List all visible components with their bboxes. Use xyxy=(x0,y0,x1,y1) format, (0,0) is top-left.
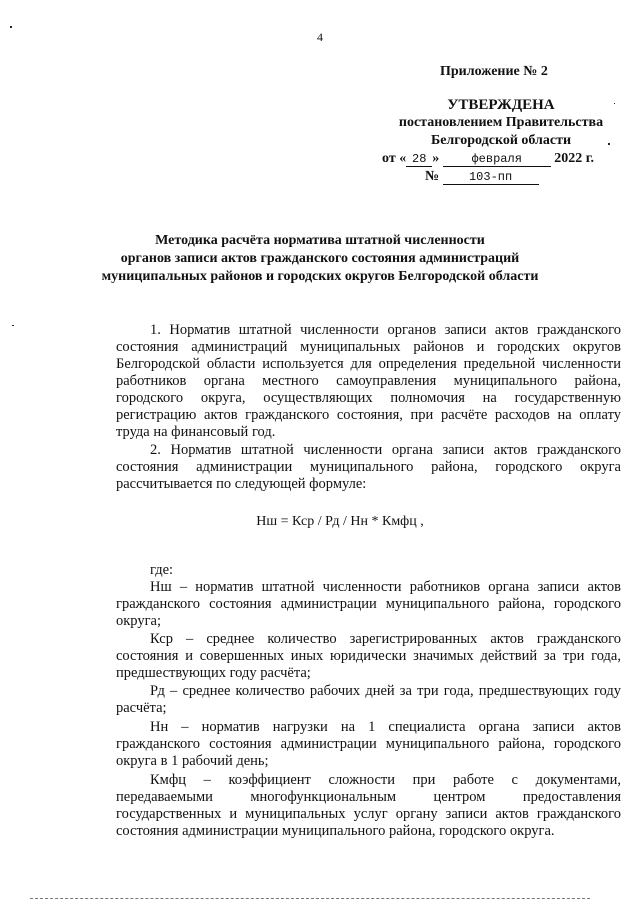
scan-speck xyxy=(614,103,615,104)
date-prefix: от « xyxy=(382,151,407,166)
definition-kmfc: Кмфц – коэффициент сложности при работе с документами, передаваемыми многофункциональным центром предоставления государственных и муниципальных услуг органу записи актов гражданского состояния администрации муниципального района, городского округа. xyxy=(116,772,621,839)
date-day: 28 xyxy=(406,152,432,167)
definition-ksr: Кср – среднее количество зарегистрированных актов гражданского состояния и совершенных иных юридически значимых действий за три года, предшествующих году расчёта; xyxy=(116,631,621,681)
paragraph-2: 2. Норматив штатной численности органа записи актов гражданского состояния администрации муниципального района, городского округа рассчитывается по следующей формуле: xyxy=(116,442,621,492)
approval-block xyxy=(382,96,620,150)
approved-line-1: постановлением Правительства xyxy=(398,115,604,130)
page-number: 4 xyxy=(317,30,323,44)
approved-title: УТВЕРЖДЕНА xyxy=(447,97,555,113)
approved-line-2: Белгородской области xyxy=(430,133,572,148)
approval-date-line xyxy=(382,151,594,167)
definition-rd: Рд – среднее количество рабочих дней за три года, предшествующих году расчёта; xyxy=(116,683,621,716)
where-label: где: xyxy=(150,562,174,578)
document-number: 103-пп xyxy=(443,170,539,185)
date-mid: » xyxy=(432,151,440,166)
page-bottom-line xyxy=(30,898,590,899)
title-line-3: муниципальных районов и городских округов Белгородской области xyxy=(101,269,539,284)
scan-speck xyxy=(12,325,14,326)
definition-nn: Нн – норматив нагрузки на 1 специалиста органа записи актов гражданского состояния администрации муниципального района, городского округа в 1 рабочий день; xyxy=(116,719,621,769)
title-line-1: Методика расчёта норматива штатной численности xyxy=(155,233,485,248)
document-number-line xyxy=(425,169,539,185)
definition-nsh: Нш – норматив штатной численности работников органа записи актов гражданского состояния администрации муниципального района, городского округа; xyxy=(116,579,621,629)
scan-speck xyxy=(608,143,610,145)
number-sign: № xyxy=(425,169,440,184)
date-month: февраля xyxy=(443,152,551,167)
appendix-label: Приложение № 2 xyxy=(440,64,548,79)
formula: Нш = Кср / Рд / Нн * Кмфц , xyxy=(256,514,424,529)
date-year: 2022 г. xyxy=(554,151,594,166)
paragraph-1: 1. Норматив штатной численности органов записи актов гражданского состояния администраций муниципальных районов и городских округов Белгородской области используется для определения предельной численности работников органа местного самоуправления муниципального района, городского округа, осуществляющих полномочия на государственную регистрацию актов гражданского состояния, при расчёте расходов на оплату труда на финансовый год. xyxy=(116,322,621,440)
scan-speck xyxy=(10,26,12,28)
title-line-2: органов записи актов гражданского состояния администраций xyxy=(120,251,520,266)
document-title xyxy=(60,232,580,286)
